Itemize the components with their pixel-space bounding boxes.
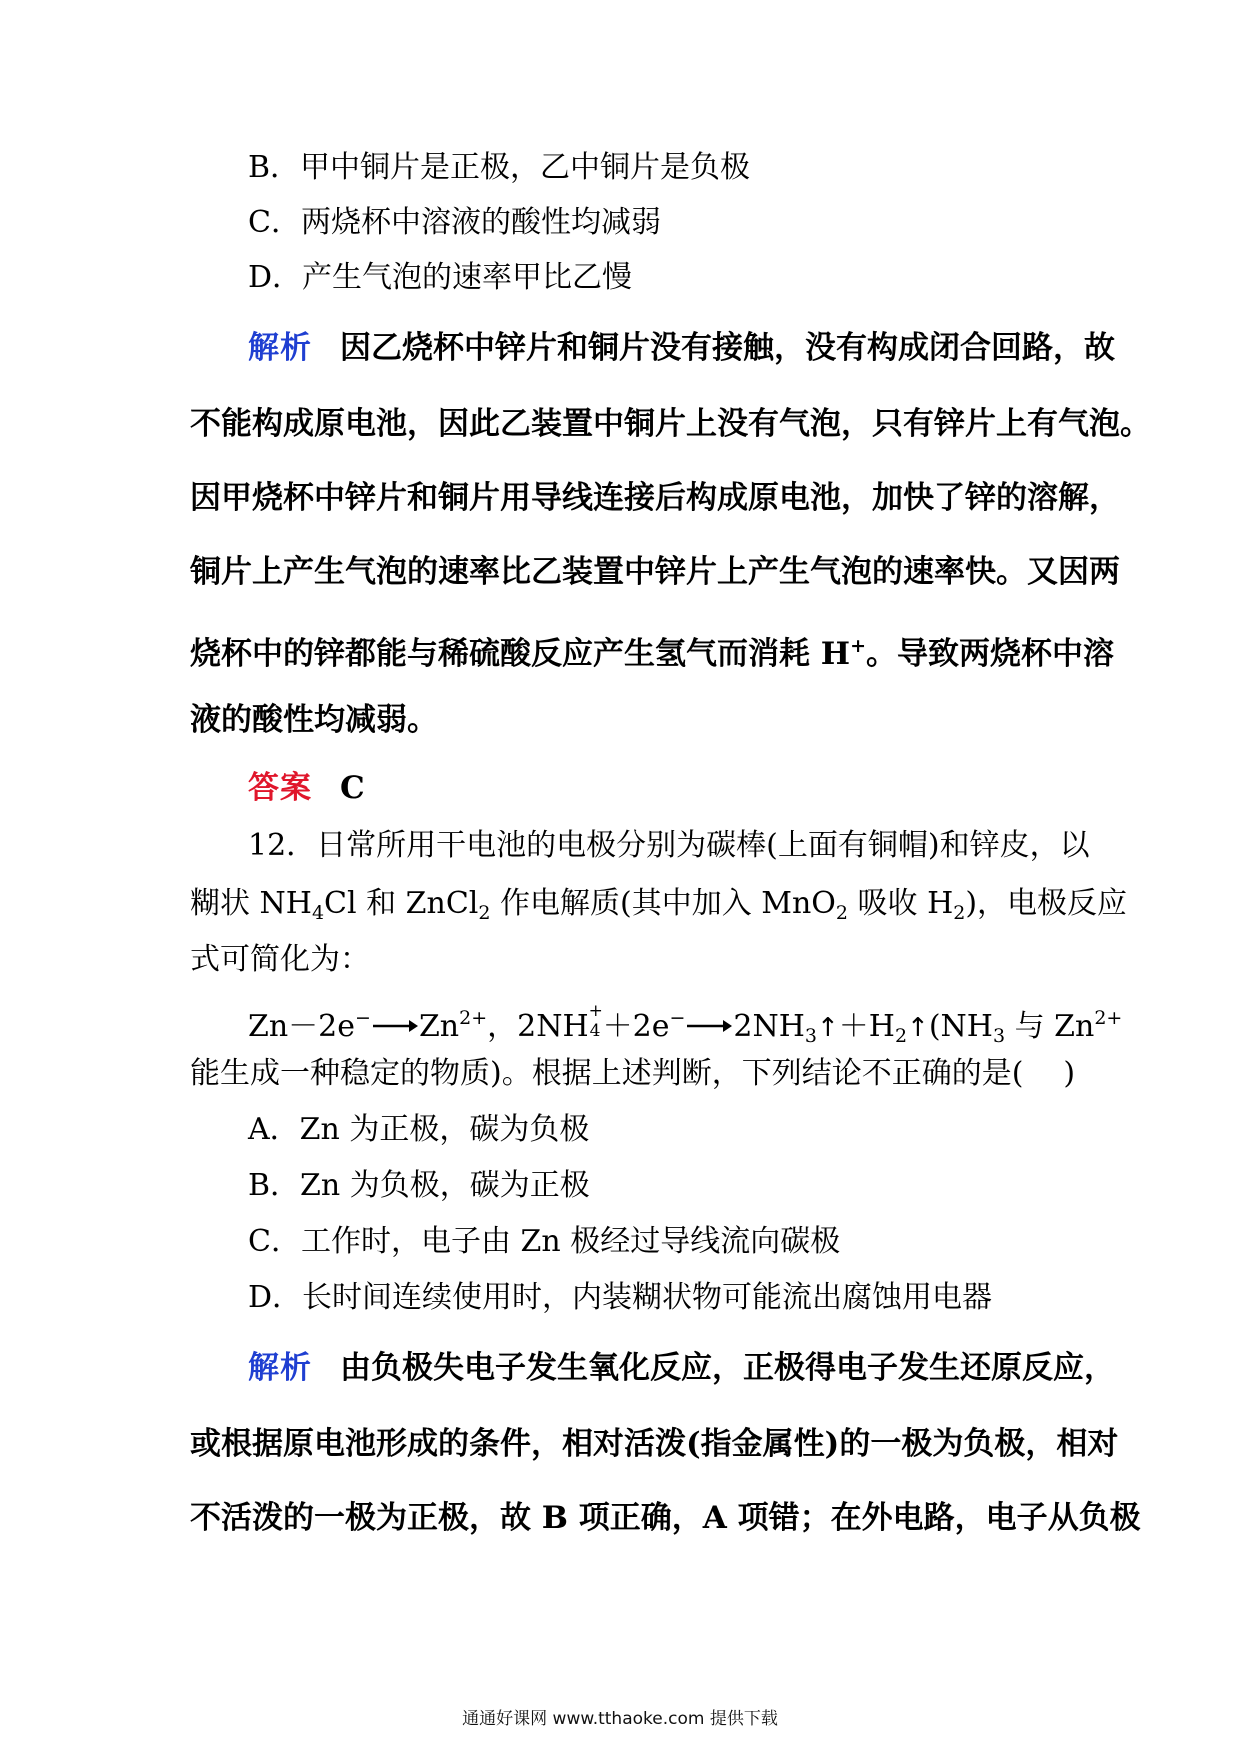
electron-minus-1: −: [355, 1007, 371, 1029]
page-footer: 通通好课网 www.tthaoke.com 提供下载: [462, 1709, 778, 1729]
eq-zn2: Zn: [418, 1009, 460, 1044]
analysis2-label: 解析: [248, 1350, 312, 1386]
analysis1-line2: 不能构成原电池，因此乙装置中铜片上没有气泡，只有锌片上有气泡。: [190, 406, 1151, 442]
q11-option-b: B．甲中铜片是正极，乙中铜片是负极: [248, 150, 751, 185]
q12-stem2-c: 作电解质(其中加入 MnO: [490, 886, 836, 921]
q12-equation-line: [190, 998, 1123, 1056]
eq-zn: Zn－2e: [248, 1009, 356, 1044]
q12-stem2-b: Cl 和 ZnCl: [324, 886, 479, 921]
q11-option-c: C．两烧杯中溶液的酸性均减弱: [248, 205, 661, 240]
eq-nh3: 2NH: [733, 1009, 805, 1044]
analysis1-line5-b: 。导致两烧杯中溶: [866, 636, 1115, 672]
eq-yu-zn: 与 Zn: [1005, 1009, 1095, 1044]
q12-stem2-e: )，电极反应: [965, 886, 1128, 921]
analysis2-line2: 或根据原电池形成的条件，相对活泼(指金属性)的一极为负极，相对: [190, 1426, 1119, 1462]
nh4-ion-sup: +: [588, 1001, 603, 1021]
zn-2plus-superscript: 2+: [459, 1007, 488, 1029]
paren-nh3-subscript: 3: [992, 1025, 1006, 1047]
eq-plus-2e: ＋2e: [602, 1009, 670, 1044]
h2-eq-subscript: 2: [894, 1025, 908, 1047]
nh3-subscript: 3: [804, 1025, 817, 1047]
analysis1-label: 解析: [248, 330, 312, 366]
eq-nh4: ，2NH: [487, 1009, 589, 1044]
analysis1-line6: 液的酸性均减弱。: [190, 702, 438, 738]
analysis2-text-1: 由负极失电子发生氧化反应，正极得电子发生还原反应，: [340, 1350, 1115, 1386]
nh4-subscript: 4: [311, 902, 325, 924]
q12-stem-line5: [190, 1054, 1076, 1094]
q12-stem-line1: 12．日常所用干电池的电极分别为碳棒(上面有铜帽)和锌皮，以: [248, 828, 1090, 863]
gas-up-arrow-icon: ↑: [816, 1013, 839, 1043]
analysis1-line1: [190, 328, 1115, 368]
analysis2-line3: 不活泼的一极为正极，故 B 项正确，A 项错；在外电路，电子从负极: [190, 1500, 1141, 1536]
reaction-arrow-icon: [371, 1010, 419, 1040]
h-plus-superscript: +: [850, 635, 867, 657]
q12-stem5-b: ): [1063, 1056, 1076, 1091]
answer1-value: C: [340, 770, 365, 806]
electron-minus-2: −: [669, 1007, 686, 1029]
q12-option-a: A．Zn 为正极，碳为负极: [248, 1112, 590, 1147]
answer1-label: 答案: [248, 770, 312, 806]
q12-option-b: B．Zn 为负极，碳为正极: [248, 1168, 590, 1203]
analysis1-line4: 铜片上产生气泡的速率比乙装置中锌片上产生气泡的速率快。又因两: [190, 554, 1120, 590]
reaction-arrow-icon: [685, 1010, 733, 1040]
gas-up-arrow-icon: ↑: [907, 1013, 929, 1043]
analysis1-text-1: 因乙烧杯中锌片和铜片没有接触，没有构成闭合回路，故: [340, 330, 1115, 366]
analysis1-line5: [190, 626, 1115, 674]
analysis2-line1: [190, 1348, 1115, 1388]
answer1: [248, 768, 365, 808]
q12-stem2-a: 糊状 NH: [190, 886, 312, 921]
q12-option-d: D．长时间连续使用时，内装糊状物可能流出腐蚀用电器: [248, 1280, 993, 1315]
zncl2-subscript: 2: [478, 902, 491, 924]
q12-stem5-a: 能生成一种稳定的物质)。根据上述判断，下列结论不正确的是(: [190, 1056, 1024, 1091]
h2-subscript: 2: [953, 902, 966, 924]
analysis1-line3: 因甲烧杯中锌片和铜片用导线连接后构成原电池，加快了锌的溶解，: [190, 480, 1120, 516]
q11-option-d: D．产生气泡的速率甲比乙慢: [248, 260, 633, 295]
analysis1-line5-a: 烧杯中的锌都能与稀硫酸反应产生氢气而消耗 H: [190, 636, 851, 672]
nh4-ion-sub: 4: [589, 1021, 601, 1041]
q12-stem-line2: [190, 884, 1128, 933]
mno2-subscript: 2: [835, 902, 848, 924]
q12-stem2-d: 吸收 H: [848, 886, 954, 921]
nh4-ion-scripts: [588, 1001, 603, 1041]
zn-2plus-superscript-2: 2+: [1094, 1007, 1123, 1029]
q12-option-c: C．工作时，电子由 Zn 极经过导线流向碳极: [248, 1224, 841, 1259]
eq-plus-h2: ＋H: [838, 1009, 895, 1044]
eq-paren-nh3: (NH: [928, 1009, 993, 1044]
q12-stem-line3: 式可简化为：: [190, 942, 370, 977]
